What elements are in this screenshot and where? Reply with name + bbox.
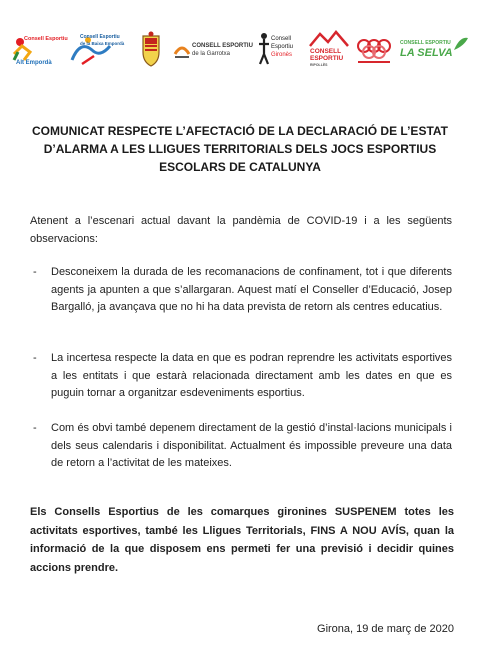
athlete-silhouette-icon	[256, 30, 272, 72]
logo-shield	[137, 30, 165, 72]
bullet-item	[30, 420, 452, 474]
leaf-figure-icon	[450, 34, 470, 54]
logo-row	[10, 30, 472, 72]
bullet-text-1: Desconeixem la durada de les recomanacions de confinament, tot i que diferents agents ja apunten a que s’allargaran. Aquest matí el Conseller d’Educació, Josep Bargalló, ja avançava que no hi ha data prevista de retorn als centres educatius.	[51, 266, 452, 313]
logo-alt-emporda-line1: Consell Esportiu	[24, 36, 68, 42]
logo-la-selva-line1: CONSELL ESPORTIU	[400, 40, 451, 46]
logo-alt-emporda-line2: Alt Empordà	[16, 60, 52, 66]
logo-ripolles	[308, 30, 350, 72]
logo-girones	[256, 30, 302, 72]
logo-la-selva	[398, 30, 472, 72]
logo-ripolles-line1: CONSELL	[310, 48, 342, 55]
logo-ripolles-line2: ESPORTIU	[310, 55, 344, 62]
bullet-item	[30, 264, 452, 318]
logo-rings	[354, 30, 394, 72]
shield-crest-icon	[137, 30, 165, 72]
dateline: Girona, 19 de març de 2020	[317, 623, 454, 635]
closing-paragraph: Els Consells Esportius de les comarques gironines SUSPENEM totes les activitats esportives, també les Lligues Territorials, FINS A NOU AVÍS, quan la informació de la que disposem ens permeti fer una previsió i decidir quines accions prendre.	[30, 506, 454, 574]
logo-baix-emporda-line1: Consell Esportiu	[80, 34, 120, 40]
bullet-text-3: Com és obvi també depenem directament de la gestió d’instal·lacions municipals i dels seus calendaris i disponibilitat. Actualment és impossible preveure una data de retorn a l’activitat de les mateixes.	[51, 422, 452, 469]
logo-girones-line3: Gironès	[271, 52, 293, 58]
bullet-dash: -	[33, 266, 37, 278]
intro-paragraph: Atenent a l’escenari actual davant la pandèmia de COVID-19 i a les següents observacions:	[30, 215, 452, 245]
logo-garrotxa-line1: CONSELL ESPORTIU	[192, 43, 253, 49]
logo-la-selva-line2: LA SELVA	[400, 47, 453, 59]
rings-icon	[354, 30, 394, 72]
bullet-text-2: La incertesa respecte la data en que es podran reprendre les activitats esportives a les entitats i que estarà relacionada directament amb les dates en que es puguin tornar a organitzar esdeveniments esportius.	[51, 352, 452, 399]
logo-girones-line1: Consell	[271, 36, 292, 42]
bullet-dash: -	[33, 352, 37, 364]
logo-girones-line2: Esportiu	[271, 44, 294, 50]
logo-baix-emporda-line2: de la Baixa Empordà	[80, 41, 125, 46]
logo-baix-emporda	[66, 30, 125, 72]
logo-garrotxa-line2: de la Garrotxa	[192, 51, 231, 57]
logo-garrotxa	[172, 30, 253, 72]
logo-alt-emporda	[10, 30, 68, 72]
arch-icon	[172, 30, 192, 72]
bullet-item	[30, 350, 452, 404]
bullet-dash: -	[33, 422, 37, 434]
mountain-swoosh-icon	[308, 30, 350, 48]
document-title: COMUNICAT RESPECTE L’AFECTACIÓ DE LA DECLARACIÓ DE L’ESTAT D’ALARMA A LES LLIGUES TERRITORIALS DELS JOCS ESPORTIUS ESCOLARS DE CATALUNYA	[31, 124, 448, 174]
logo-ripolles-line3: RIPOLLÈS	[310, 63, 328, 67]
